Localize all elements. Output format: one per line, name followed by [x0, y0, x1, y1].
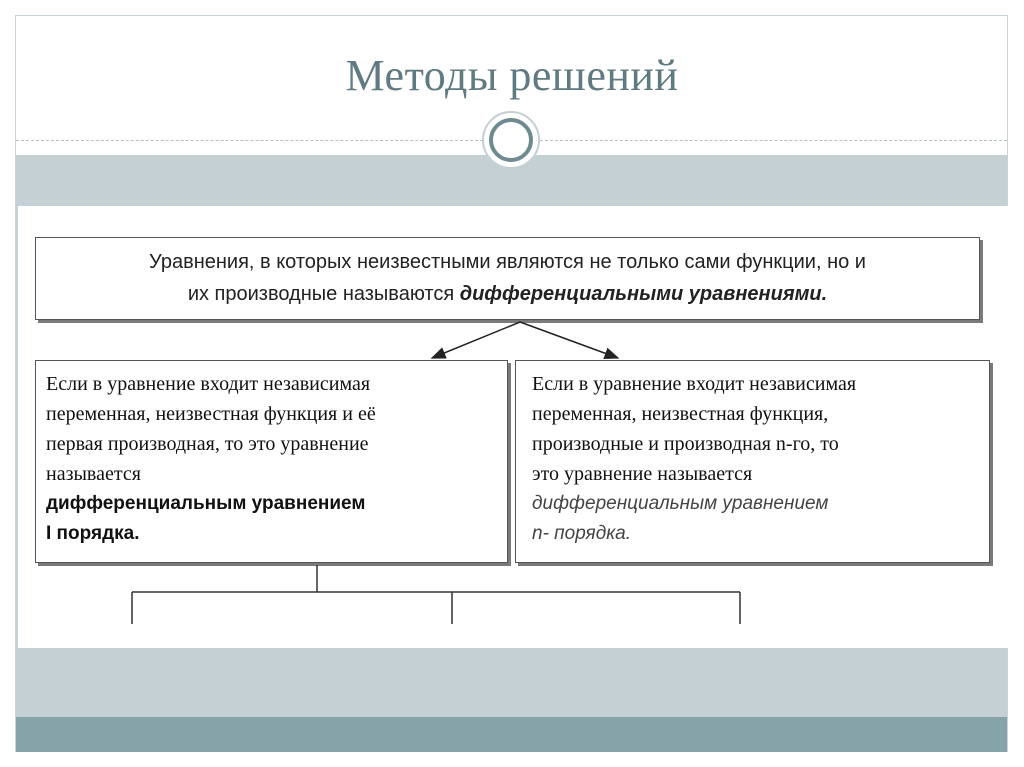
nth-order-line-2: переменная, неизвестная функция, [532, 403, 829, 425]
definition-line-1: Уравнения, в которых неизвестными являются не только сами функции, но и [149, 251, 866, 273]
first-order-line-3: первая производная, то это уравнение [46, 433, 369, 455]
arrow-right [520, 322, 618, 358]
first-order-line-1: Если в уравнение входит независимая [46, 373, 371, 395]
first-order-line-2: переменная, неизвестная функция и её [46, 403, 376, 425]
nth-order-term: дифференциальным уравнением [532, 493, 829, 514]
arrow-left [432, 322, 520, 358]
first-order-order: I порядка. [46, 523, 140, 544]
first-order-term: дифференциальным уравнением [46, 493, 366, 514]
nth-order-line-3: производные и производная n-го, то [532, 433, 839, 455]
slide-title: Методы решений [345, 51, 679, 100]
first-order-line-4: называется [46, 463, 141, 485]
nth-order-line-4: это уравнение называется [532, 463, 753, 485]
definition-term: дифференциальными уравнениями. [459, 283, 828, 305]
definition-line-2-text: их производные называются [187, 283, 460, 305]
nth-order-line-1: Если в уравнение входит независимая [532, 373, 857, 395]
nth-order-order: n- порядка. [532, 523, 632, 544]
